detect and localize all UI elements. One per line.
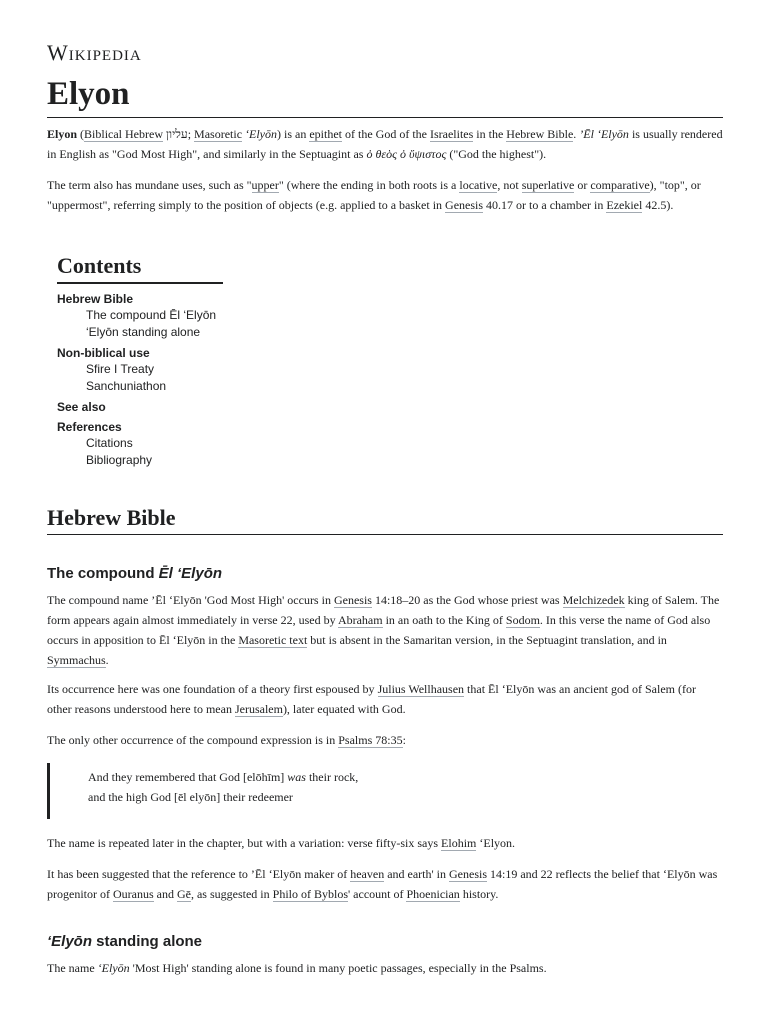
toc-item-sfire-treaty[interactable]: Sfire I Treaty: [86, 362, 155, 376]
link-julius-wellhausen[interactable]: Julius Wellhausen: [377, 682, 465, 696]
intro-term: Elyon: [47, 127, 78, 141]
standing-alone-paragraph: The name ‘Elyōn 'Most High' standing alone is found in many poetic passages, especially in the Psalms.: [47, 961, 547, 975]
link-ge[interactable]: Gē: [176, 887, 191, 901]
link-ouranus[interactable]: Ouranus: [112, 887, 154, 901]
title-divider: [47, 117, 723, 118]
link-biblical-hebrew[interactable]: Biblical Hebrew: [84, 127, 163, 141]
section-divider: [47, 534, 723, 535]
link-superlative[interactable]: superlative: [521, 178, 575, 192]
link-melchizedek[interactable]: Melchizedek: [562, 593, 625, 607]
toc-item-references[interactable]: References: [57, 420, 122, 434]
link-genesis[interactable]: Genesis: [333, 593, 372, 607]
link-abraham[interactable]: Abraham: [337, 613, 383, 627]
compound-paragraph-3: The only other occurrence of the compound expression is in Psalms 78:35:: [47, 733, 406, 747]
link-jerusalem[interactable]: Jerusalem: [234, 702, 283, 716]
link-philo-of-byblos[interactable]: Philo of Byblos: [272, 887, 348, 901]
link-israelites[interactable]: Israelites: [429, 127, 474, 141]
toc-list: [57, 292, 223, 469]
wikipedia-wordmark[interactable]: Wikipedia: [47, 40, 142, 65]
toc-title: Contents: [57, 253, 142, 278]
compound-paragraph-4: The name is repeated later in the chapter, but with a variation: verse fifty-six says Elohim ‘Elyon.: [47, 836, 516, 850]
toc-divider: [57, 282, 223, 284]
toc-item-see-also[interactable]: See also: [57, 400, 106, 414]
toc-item-standing-alone[interactable]: ‘Elyōn standing alone: [86, 325, 201, 339]
link-ezekiel[interactable]: Ezekiel: [606, 198, 643, 212]
link-heaven[interactable]: heaven: [350, 867, 385, 881]
blockquote-bar: [47, 763, 50, 819]
blockquote-line-1: And they remembered that God [elōhīm] was their rock,: [88, 770, 359, 784]
toc-item-compound[interactable]: The compound Ēl ‘Elyōn: [86, 308, 217, 322]
subsection-heading-compound: The compound Ēl ‘Elyōn: [47, 565, 223, 582]
blockquote: [47, 763, 723, 819]
link-psalms[interactable]: Psalms 78:35: [338, 733, 403, 747]
toc-item-non-biblical-use[interactable]: Non-biblical use: [57, 346, 150, 360]
table-of-contents: [57, 252, 223, 469]
compound-paragraph-5: It has been suggested that the reference to ’Ēl ‘Elyōn maker of heaven and earth' in Genesis 14:19 and 22 reflects the belief that ‘Elyōn was progenitor of Ouranus and Gē, as suggested in Philo of Byblos' account of Phoenician history.: [47, 867, 718, 901]
toc-item-citations[interactable]: Citations: [86, 436, 133, 450]
link-hebrew-bible[interactable]: Hebrew Bible: [506, 127, 574, 141]
link-symmachus[interactable]: Symmachus: [47, 653, 106, 667]
link-locative[interactable]: locative: [459, 178, 498, 192]
section-heading-hebrew-bible: Hebrew Bible: [47, 505, 176, 530]
link-comparative[interactable]: comparative: [590, 178, 650, 192]
toc-item-hebrew-bible[interactable]: Hebrew Bible: [57, 292, 134, 306]
intro-paragraph: Elyon (Biblical Hebrew עליון; Masoretic ‘Elyōn) is an epithet of the God of the Israelites in the Hebrew Bible. ’Ēl ‘Elyōn is usually rendered in English as "God Most High", and similarly in the Septuagint as ὁ θεὸς ὁ ὕψιστος ("God the highest").: [47, 127, 723, 161]
link-epithet[interactable]: epithet: [309, 127, 342, 141]
mundane-uses-paragraph: The term also has mundane uses, such as "upper" (where the ending in both roots is a locative, not superlative or comparative), "top", or "uppermost", referring simply to the position of objects (e.g. applied to a basket in Genesis 40.17 or to a chamber in Ezekiel 42.5).: [47, 178, 701, 212]
subsection-heading-standing-alone: ‘Elyōn standing alone: [47, 933, 203, 950]
link-sodom[interactable]: Sodom: [505, 613, 540, 627]
compound-paragraph-1: The compound name ’Ēl ‘Elyōn 'God Most High' occurs in Genesis 14:18–20 as the God whose priest was Melchizedek king of Salem. The form appears again almost immediately in verse 22, used by Abraham in an oath to the King of Sodom. In this verse the name of God also occurs in apposition to Ēl ‘Elyōn in the Masoretic text but is absent in the Samaritan version, in the Septuagint translation, and in Symmachus.: [47, 593, 720, 667]
toc-item-bibliography[interactable]: Bibliography: [86, 453, 153, 467]
link-phoenician[interactable]: Phoenician: [406, 887, 460, 901]
page-title: Elyon: [47, 76, 130, 112]
link-genesis[interactable]: Genesis: [445, 198, 484, 212]
link-genesis[interactable]: Genesis: [449, 867, 488, 881]
compound-paragraph-2: Its occurrence here was one foundation of a theory first espoused by Julius Wellhausen that Ēl ‘Elyōn was an ancient god of Salem (for other reasons understood here to mean Jerusalem), later equated with God.: [47, 682, 696, 716]
link-upper[interactable]: upper: [251, 178, 279, 192]
link-elohim[interactable]: Elohim: [441, 836, 477, 850]
blockquote-line-2: and the high God [ēl elyōn] their redeemer: [88, 790, 293, 804]
link-masoretic-text[interactable]: Masoretic text: [238, 633, 308, 647]
link-masoretic[interactable]: Masoretic: [194, 127, 243, 141]
toc-item-sanchuniathon[interactable]: Sanchuniathon: [86, 379, 167, 393]
